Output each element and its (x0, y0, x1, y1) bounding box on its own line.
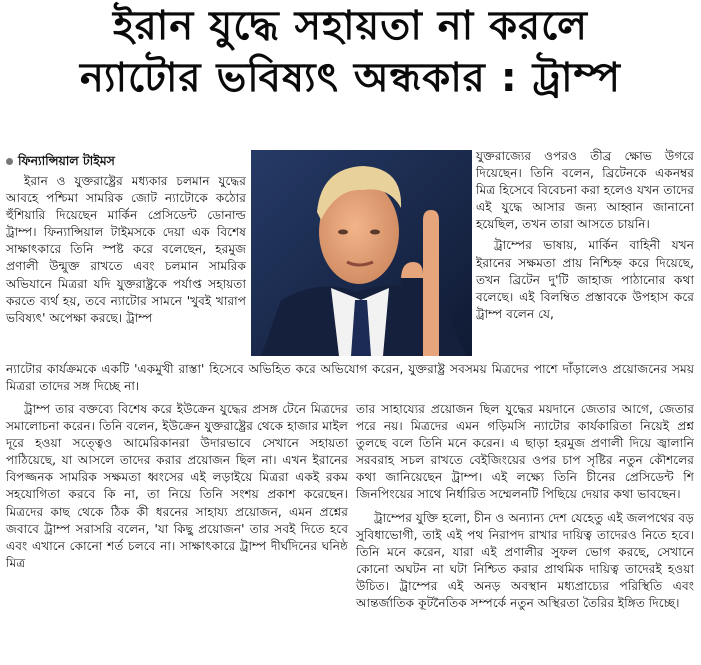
paragraph: ট্রাম্পের যুক্তি হলো, চীন ও অন্যান্য দেশ যেহেতু এই জলপথের বড় সুবিধাভোগী, তাই এই পথ নিরাপদ রাখার দায়িত্ব তাদেরও নিতে হবে। তিনি মনে করেন, যারা এই প্রণালীর সুফল ভোগ করছে, সেখানে কোনো অঘটন না ঘটা নিশ্চিত করার প্রাথমিক দায়িত্ব তাদেরই হওয়া উচিত। ট্রাম্পের এই অনড় অবস্থান মধ্যপ্রাচ্যের পরিস্থিতি এবং আন্তর্জাতিক কূটনৈতিক সম্পর্কে নতুন অস্থিরতা তৈরির ইঙ্গিত দিচ্ছে। (356, 510, 694, 611)
headline-line-2: ন্যাটোর ভবিষ্যৎ অন্ধকার : ট্রাম্প (79, 55, 622, 101)
byline (6, 152, 246, 169)
byline-bullet-icon (6, 158, 13, 165)
column-lower-left (6, 401, 348, 572)
column-right (476, 148, 694, 323)
article-photo (251, 150, 472, 356)
column-lower-right (356, 401, 694, 612)
paragraph: তার সাহায্যের প্রয়োজন ছিল যুদ্ধের ময়দানে জেতার আগে, জেতার পরে নয়। মিত্রদের এমন গড়িমসি ন্যাটোর কার্যকারিতা নিয়েই প্রশ্ন তুলছে বলে তিনি মনে করেন। এ ছাড়া হরমুজ প্রণালী দিয়ে জ্বালানি সরবরাহ সচল রাখতে বেইজিংয়ের ওপর চাপ সৃষ্টির নতুন কৌশলের কথা জানিয়েছেন ট্রাম্প। এই লক্ষ্যে তিনি চীনের প্রেসিডেন্ট শি জিনপিংয়ের সাথে নির্ধারিত সম্মেলনটি পিছিয়ে দেয়ার কথা ভাবছেন। (356, 402, 694, 502)
article-headline (0, 2, 701, 102)
paragraph: ট্রাম্পের ভাষায়, মার্কিন বাহিনী যখন ইরানের সক্ষমতা প্রায় নিশ্চিহ্ন করে দিয়েছে, তখন ব্রিটেন দু'টি জাহাজ পাঠানোর কথা বলেছে। এই বিলম্বিত প্রস্তাবকে উপহাস করে ট্রাম্প বলেন যে, (476, 238, 694, 321)
paragraph: ট্রাম্প তার বক্তব্যে বিশেষ করে ইউক্রেন যুদ্ধের প্রসঙ্গ টেনে মিত্রদের সমালোচনা করেন। তিনি বলেন, ইউক্রেন যুক্তরাষ্ট্রের থেকে হাজার মাইল দূরে হওয়া সত্ত্বেও আমেরিকানরা উদারভাবে সেখানে সহায়তা পাঠিয়েছে, যা আসলে তাদের করার প্রয়োজন ছিল না। এখন ইরানের বিপজ্জনক সামরিক সক্ষমতা ধ্বংসের এই লড়াইয়ে মিত্ররা একই রকম সহযোগিতা করবে কি না, তা নিয়ে তিনি সংশয় প্রকাশ করেছেন। মিত্রদের কাছ থেকে ঠিক কী ধরনের সাহায্য প্রয়োজন, এমন প্রশ্নের জবাবে ট্রাম্প সরাসরি বলেন, 'যা কিছু প্রয়োজন' তার সবই দিতে হবে এবং এখানে কোনো শর্ত চলবে না। সাক্ষাৎকারে ট্রাম্প দীর্ঘদিনের ঘনিষ্ঠ মিত্র (6, 402, 348, 570)
column-left (6, 152, 246, 327)
paragraph: যুক্তরাজ্যের ওপরও তীব্র ক্ষোভ উগরে দিয়েছেন। তিনি বলেন, ব্রিটেনকে একনম্বর মিত্র হিসেবে বিবেচনা করা হলেও যখন তাদের এই যুদ্ধে আসার জন্য আহ্বান জানানো হয়েছিল, তখন তারা আসতে চায়নি। (476, 149, 694, 232)
full-width-paragraph (6, 361, 694, 395)
portrait-image (251, 150, 472, 356)
headline-line-1: ইরান যুদ্ধে সহায়তা না করলে (113, 3, 588, 49)
paragraph: ন্যাটোর কার্যক্রমকে একটি 'একমুখী রাস্তা' হিসেবে অভিহিত করে অভিযোগ করেন, যুক্তরাষ্ট্র সবসময় মিত্রদের পাশে দাঁড়ালেও প্রয়োজনের সময় মিত্ররা তাদের সঙ্গ দিচ্ছে না। (6, 362, 694, 394)
byline-source: ফিন্যান্সিয়াল টাইমস (18, 153, 115, 168)
paragraph: ইরান ও যুক্তরাষ্ট্রের মধ্যকার চলমান যুদ্ধের আবহে পশ্চিমা সামরিক জোট ন্যাটোকে কঠোর হুঁশিয়ারি দিয়েছেন মার্কিন প্রেসিডেন্ট ডোনাল্ড ট্রাম্প। ফিন্যান্সিয়াল টাইমসকে দেয়া এক বিশেষ সাক্ষাৎকারে তিনি স্পষ্ট করে বলেছেন, হরমুজ প্রণালী উন্মুক্ত রাখতে এবং চলমান সামরিক অভিযানে মিত্ররা যদি যুক্তরাষ্ট্রকে পর্যাপ্ত সহায়তা করতে ব্যর্থ হয়, তবে ন্যাটোর সামনে 'খুবই খারাপ ভবিষ্যৎ' অপেক্ষা করছে। ট্রাম্প (6, 174, 246, 325)
